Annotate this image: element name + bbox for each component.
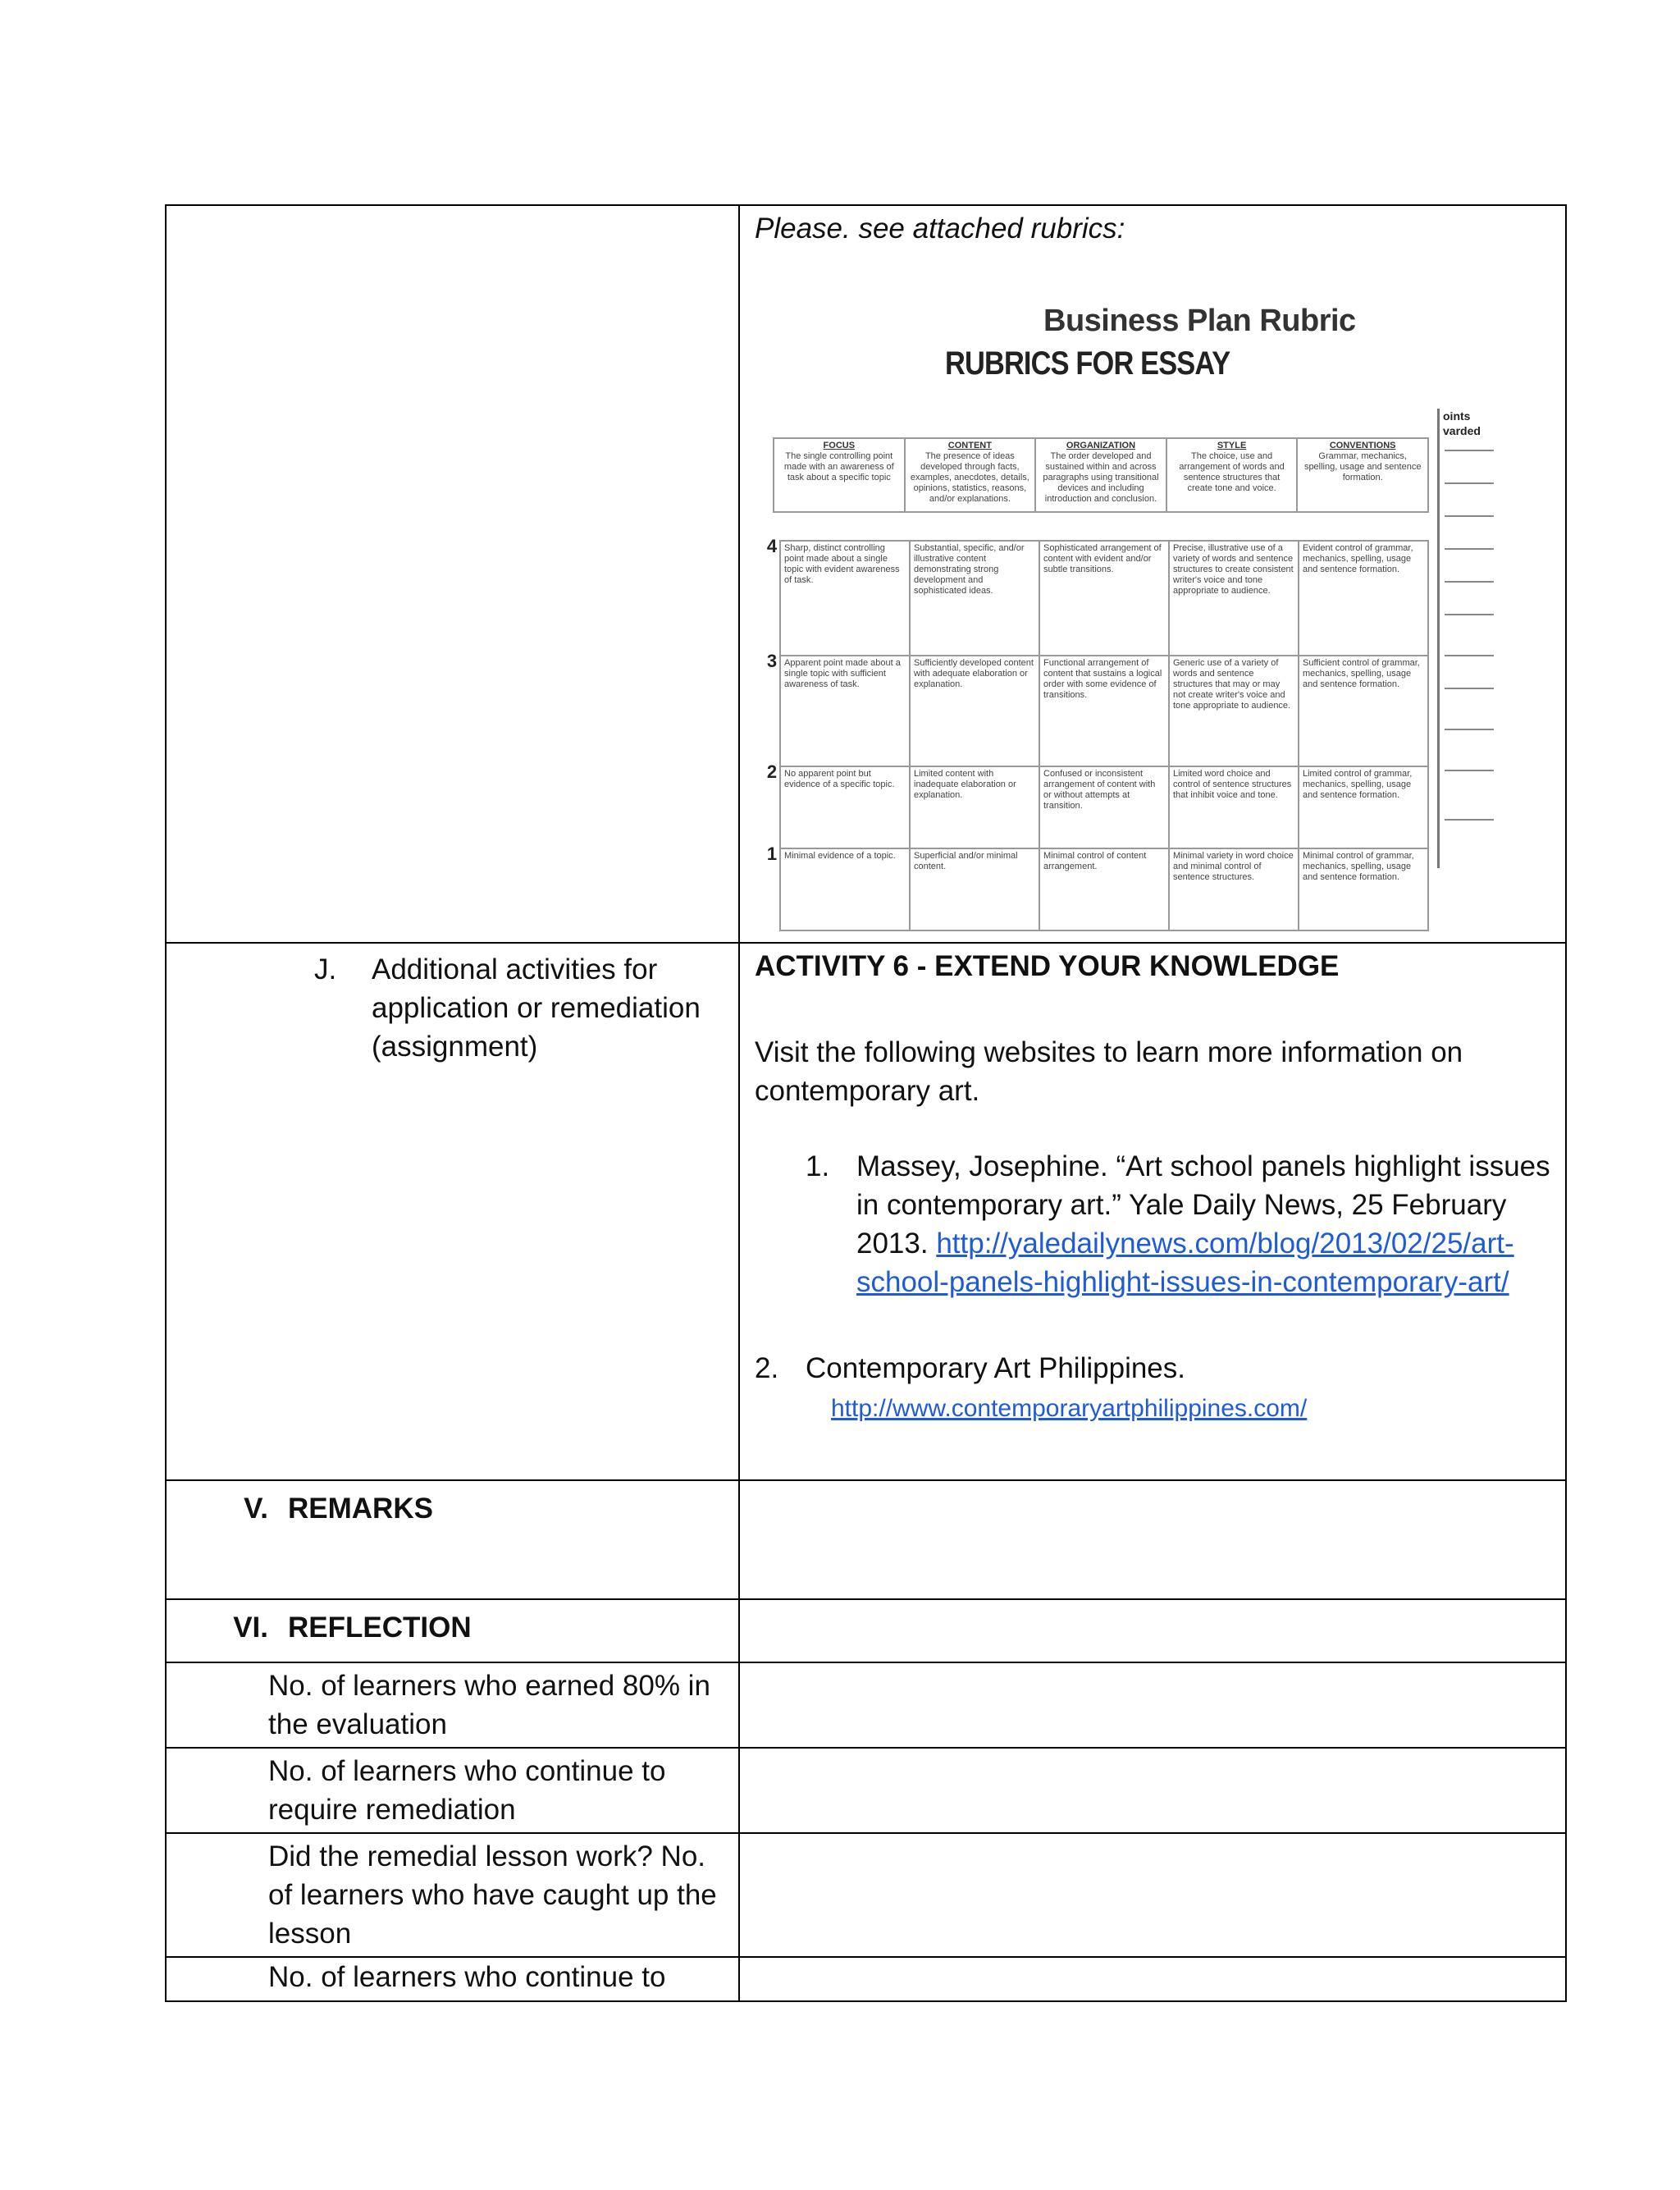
rubric-cell: Sufficiently developed content with adequate elaboration or explanation. <box>910 656 1039 766</box>
question-row <box>166 1748 1566 1833</box>
question-label: No. of learners who continue to <box>268 1961 666 1993</box>
rubric-score: 3 <box>766 651 778 671</box>
criterion-cell: STYLE The choice, use and arrangement of words and sentence structures that create tone and voice. <box>1166 438 1298 512</box>
reference-text: Contemporary Art Philippines. <box>806 1352 1185 1384</box>
criterion-cell: CONTENT The presence of ideas developed through facts, examples, anecdotes, details, opinions, statistics, reasons, and/or explanations. <box>905 438 1036 512</box>
rubric-cell: Limited word choice and control of sentence structures that inhibit voice and tone. <box>1169 766 1299 848</box>
rubric-cell: Sophisticated arrangement of content with evident and/or subtle transitions. <box>1039 541 1169 656</box>
question-row <box>166 1662 1566 1748</box>
lesson-plan-table <box>165 204 1567 2002</box>
activity-heading: ACTIVITY 6 - EXTEND YOUR KNOWLEDGE <box>755 950 1340 982</box>
reference-number: 2. <box>755 1352 779 1384</box>
rubric-cell: Minimal control of grammar, mechanics, spelling, usage and sentence formation. <box>1299 848 1428 930</box>
rubric-cell: Minimal control of content arrangement. <box>1039 848 1169 930</box>
rubric-cell: Generic use of a variety of words and sentence structures that may or may not create writer's voice and tone appropriate to audience. <box>1169 656 1299 766</box>
rubric-row-right-cell <box>739 205 1566 943</box>
rubric-row <box>166 205 1566 943</box>
section-number: VI. <box>233 1612 268 1644</box>
remarks-value-cell[interactable] <box>739 1480 1566 1599</box>
section-title: REMARKS <box>288 1493 433 1525</box>
additional-activities-content-cell <box>739 943 1566 1480</box>
question-label: No. of learners who earned 80% in the evaluation <box>268 1670 710 1740</box>
additional-activities-label-cell <box>166 943 739 1480</box>
criterion-cell: FOCUS The single controlling point made with an awareness of task about a specific topic <box>774 438 905 512</box>
remarks-label-cell <box>166 1480 739 1599</box>
question-answer-cell[interactable] <box>739 1662 1566 1748</box>
activity-intro: Visit the following websites to learn more information on contemporary art. <box>755 1036 1463 1107</box>
rubric-cell: Limited control of grammar, mechanics, spelling, usage and sentence formation. <box>1299 766 1428 848</box>
rubric-score: 1 <box>766 844 778 864</box>
question-answer-cell[interactable] <box>739 1957 1566 2001</box>
reference-link[interactable]: http://www.contemporaryartphilippines.com/ <box>831 1395 1308 1422</box>
reference-link[interactable]: http://yaledailynews.com/blog/2013/02/25/art- school-panels-highlight-issues-in-contemporary-art/ <box>856 1228 1514 1298</box>
reference-text: Massey, Josephine. “Art school panels highlight issues in contemporary art.” Yale Daily News, 25 February 2013. <box>856 1150 1550 1260</box>
points-awarded-header: oints varded <box>1443 409 1481 437</box>
reflection-value-cell[interactable] <box>739 1599 1566 1662</box>
section-number: V. <box>244 1493 268 1525</box>
rubric-level-row <box>765 541 1428 656</box>
rubric-cell: Confused or inconsistent arrangement of content with or without attempts at transition. <box>1039 766 1169 848</box>
question-label: Did the remedial lesson work? No. of learners who have caught up the lesson <box>268 1840 717 1950</box>
rubric-subtitle: RUBRICS FOR ESSAY <box>945 345 1230 382</box>
rubric-cell: Apparent point made about a single topic with sufficient awareness of task. <box>780 656 910 766</box>
rubric-level-row <box>765 656 1428 766</box>
rubric-cell: Sufficient control of grammar, mechanics, spelling, usage and sentence formation. <box>1299 656 1428 766</box>
rubric-cell: Precise, illustrative use of a variety of words and sentence structures to create consistent writer's voice and tone appropriate to audience. <box>1169 541 1299 656</box>
question-answer-cell[interactable] <box>739 1748 1566 1833</box>
rubric-score: 2 <box>766 761 778 782</box>
points-awarded-column <box>1437 409 1497 868</box>
rubric-cell: Substantial, specific, and/or illustrative content demonstrating strong development and sophisticated ideas. <box>910 541 1039 656</box>
rubric-cell: Functional arrangement of content that sustains a logical order with some evidence of transitions. <box>1039 656 1169 766</box>
rubric-cell: Sharp, distinct controlling point made about a single topic with evident awareness of task. <box>780 541 910 656</box>
rubric-row-left-cell <box>166 205 739 943</box>
criterion-cell: ORGANIZATION The order developed and sustained within and across paragraphs using transitional devices and including introduction and conclusion. <box>1035 438 1166 512</box>
reference-item-2 <box>755 1349 1550 1388</box>
rubric-cell: No apparent point but evidence of a specific topic. <box>780 766 910 848</box>
rubric-cell: Minimal variety in word choice and minimal control of sentence structures. <box>1169 848 1299 930</box>
rubric-level-row <box>765 848 1428 930</box>
rubric-cell: Evident control of grammar, mechanics, spelling, usage and sentence formation. <box>1299 541 1428 656</box>
rubric-cell: Minimal evidence of a topic. <box>780 848 910 930</box>
rubric-score: 4 <box>766 536 778 556</box>
rubric-image <box>748 261 1511 942</box>
question-label: No. of learners who continue to require remediation <box>268 1755 666 1826</box>
question-answer-cell[interactable] <box>739 1833 1566 1957</box>
item-letter: J. <box>314 953 337 985</box>
additional-activities-label: Additional activities for application or remediation (assignment) <box>372 953 701 1063</box>
question-row <box>166 1957 1566 2001</box>
rubric-note: Please. see attached rubrics: <box>755 213 1125 245</box>
reflection-label-cell <box>166 1599 739 1662</box>
additional-activities-row <box>166 943 1566 1480</box>
remarks-row <box>166 1480 1566 1599</box>
reference-item-1 <box>755 1147 1550 1301</box>
reflection-row <box>166 1599 1566 1662</box>
rubric-title: Business Plan Rubric <box>1043 304 1356 338</box>
reference-number: 1. <box>806 1150 830 1182</box>
rubric-criteria-header <box>773 437 1429 513</box>
question-row <box>166 1833 1566 1957</box>
rubric-levels-table <box>765 536 1429 931</box>
rubric-cell: Limited content with inadequate elaboration or explanation. <box>910 766 1039 848</box>
section-title: REFLECTION <box>288 1612 472 1644</box>
rubric-level-row <box>765 766 1428 848</box>
criterion-cell: CONVENTIONS Grammar, mechanics, spelling, usage and sentence formation. <box>1297 438 1428 512</box>
rubric-cell: Superficial and/or minimal content. <box>910 848 1039 930</box>
